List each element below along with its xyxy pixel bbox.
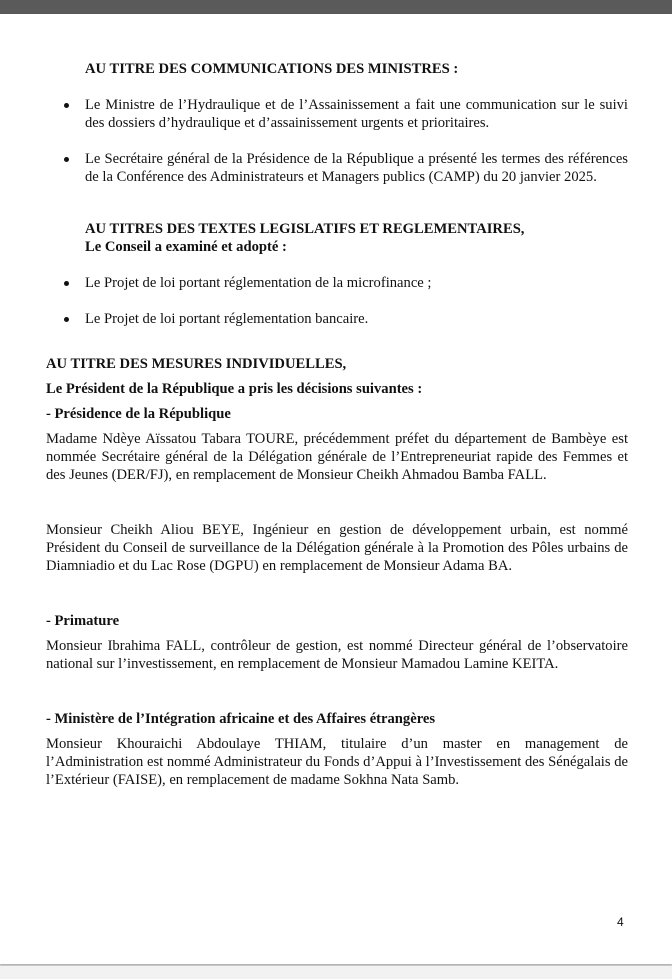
section-paragraph: Madame Ndèye Aïssatou Tabara TOURE, précédemment préfet du département de Bambèye est nommée Secrétaire général de la Délégation générale de l’Entrepreneuriat rapide des Femmes et des Jeunes (DER/FJ), en remplacement de Monsieur Cheikh Ahmadou Bamba FALL. <box>46 431 628 483</box>
communication-text-2: Le Secrétaire général de la Présidence de la République a présenté les termes des références de la Conférence des Administrateurs et Managers publics (CAMP) du 20 janvier 2025. <box>85 151 628 185</box>
section-title-primature: - Primature <box>46 613 120 629</box>
bullet-icon <box>64 317 69 322</box>
section-paragraph: Monsieur Cheikh Aliou BEYE, Ingénieur en gestion de développement urbain, est nommé Président du Conseil de surveillance de la Délégation générale à la Promotion des Pôles urbains de Diamniadio et du Lac Rose (DGPU) en remplacement de Monsieur Adama BA. <box>46 522 628 574</box>
legislative-list <box>46 274 628 328</box>
communications-list <box>46 96 628 186</box>
individual-subheading: Le Président de la République a pris les décisions suivantes : <box>46 381 423 397</box>
individual-heading: AU TITRE DES MESURES INDIVIDUELLES, <box>46 356 347 372</box>
bullet-icon <box>64 157 69 162</box>
bullet-icon <box>64 281 69 286</box>
section-paragraph: Monsieur Khouraichi Abdoulaye THIAM, titulaire d’un master en management de l’Administration est nommé Administrateur du Fonds d’Appui à l’Investissement des Sénégalais de l’Extérieur (FAISE), en remplacement de madame Sokhna Nata Samb. <box>46 736 628 788</box>
legislative-text-2: Le Projet de loi portant réglementation bancaire. <box>85 311 369 327</box>
list-item <box>46 310 628 328</box>
page-number: 4 <box>617 915 624 929</box>
section-paragraph: Monsieur Ibrahima FALL, contrôleur de gestion, est nommé Directeur général de l’observatoire national sur l’investissement, en remplacement de Monsieur Mamadou Lamine KEITA. <box>46 638 628 672</box>
document-page <box>0 14 672 964</box>
list-item <box>46 274 628 292</box>
communication-text-1: Le Ministre de l’Hydraulique et de l’Assainissement a fait une communication sur le suivi des dossiers d’hydraulique et d’assainissement urgents et prioritaires. <box>85 97 628 131</box>
page-content <box>46 60 628 789</box>
legislative-heading: AU TITRES DES TEXTES LEGISLATIFS ET REGLEMENTAIRES, <box>85 221 525 237</box>
section-title-integration: - Ministère de l’Intégration africaine et des Affaires étrangères <box>46 711 436 727</box>
bullet-icon <box>64 103 69 108</box>
list-item <box>46 96 628 132</box>
legislative-text-1: Le Projet de loi portant réglementation de la microfinance ; <box>85 275 432 291</box>
section-title-presidence: - Présidence de la République <box>46 406 231 422</box>
legislative-subheading: Le Conseil a examiné et adopté : <box>85 239 287 255</box>
viewer-top-bar <box>0 0 672 14</box>
communications-heading: AU TITRE DES COMMUNICATIONS DES MINISTRES : <box>85 61 459 77</box>
list-item <box>46 150 628 186</box>
viewer-bottom-bar <box>0 966 672 979</box>
